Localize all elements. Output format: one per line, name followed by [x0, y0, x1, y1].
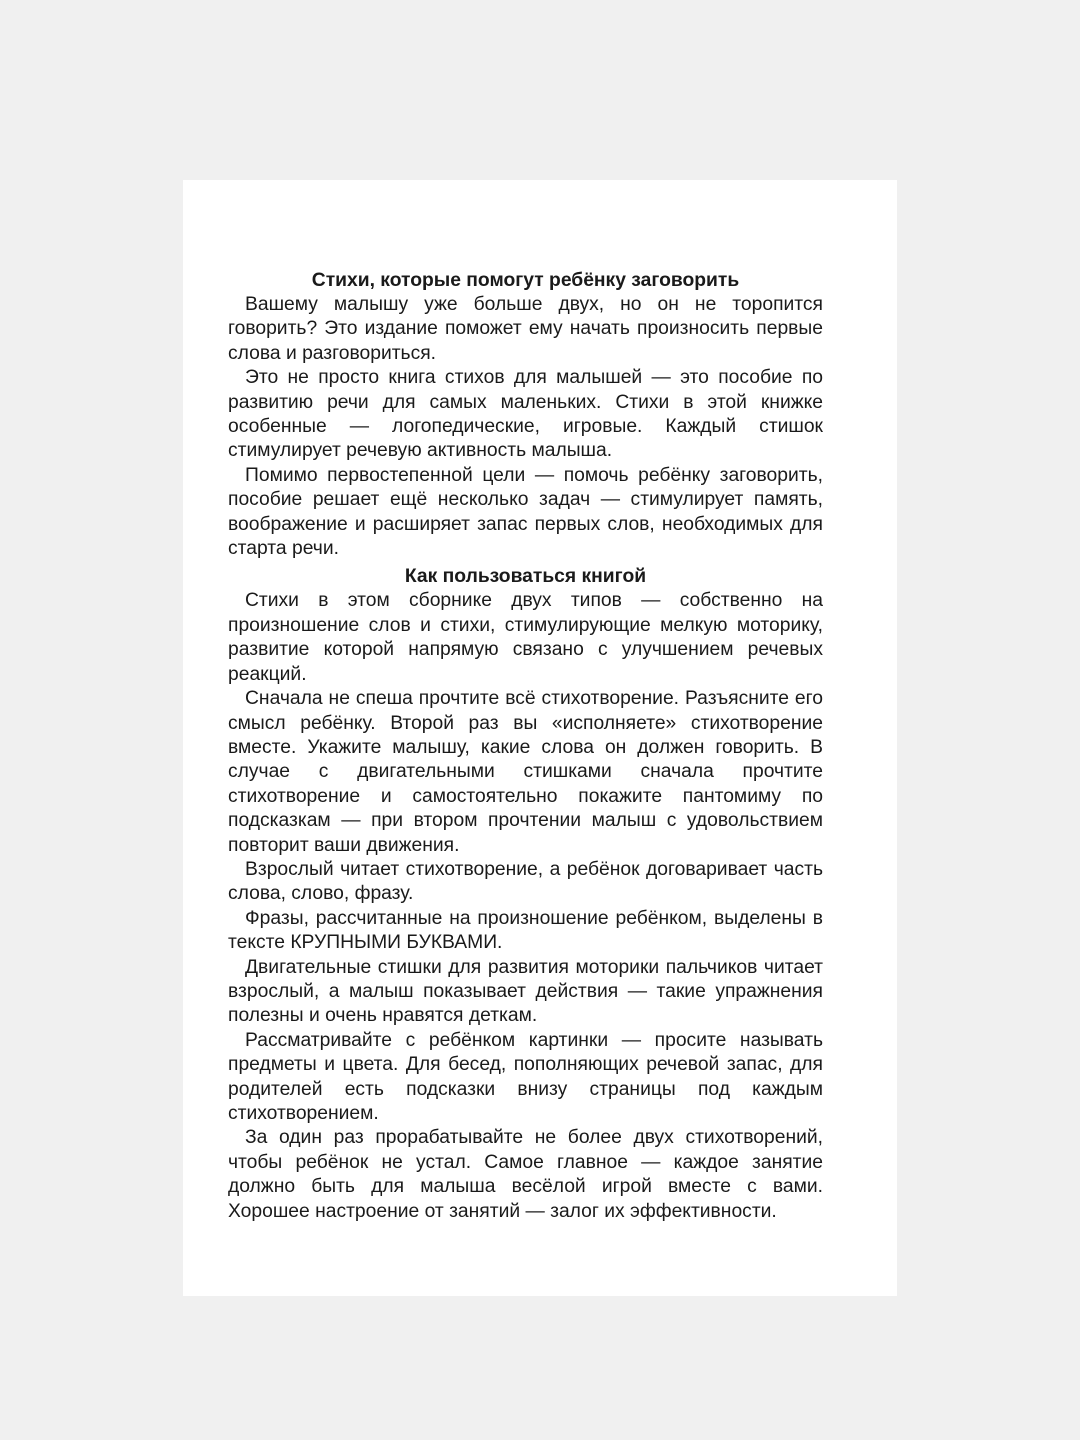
paragraph: Это не просто книга стихов для малышей — это пособие по развитию речи для самых маленьких. Стихи в этой книжке особенные — логопедические, игровые. Каждый стишок стимулирует речевую активность малыша.	[228, 367, 823, 462]
page-content	[228, 268, 823, 1224]
book-page	[183, 180, 897, 1296]
paragraph: Фразы, рассчитанные на произношение ребёнком, выделены в тексте КРУПНЫМИ БУКВАМИ.	[228, 907, 823, 954]
paragraph: Вашему малышу уже больше двух, но он не торопится говорить? Это издание поможет ему начать произносить первые слова и разговориться.	[228, 294, 823, 364]
section-heading: Как пользоваться книгой	[404, 566, 647, 588]
paragraph: Стихи в этом сборнике двух типов — собственно на произношение слов и стихи, стимулирующие мелкую моторику, развитие которой напрямую связано с улучшением речевых реакций.	[228, 590, 823, 685]
paragraph: Двигательные стишки для развития моторики пальчиков читает взрослый, а малыш показывает действия — такие упражнения полезны и очень нравятся деткам.	[228, 956, 823, 1027]
paragraph: Взрослый читает стихотворение, а ребёнок договаривает часть слова, слово, фразу.	[228, 858, 823, 905]
paragraph: Сначала не спеша прочтите всё стихотворение. Разъясните его смысл ребёнку. Второй раз вы «исполняете» стихотворение вместе. Укажите малышу, какие слова он должен говорить. В случае с двигательными стишками сначала прочтите стихотворение и самостоятельно покажите пантомиму по подсказкам — при втором прочтении малыш с удовольствием повторит ваши движения.	[228, 688, 823, 856]
paragraph: Рассматривайте с ребёнком картинки — просите называть предметы и цвета. Для бесед, пополняющих речевой запас, для родителей есть подсказки внизу страницы под каждым стихотворением.	[228, 1029, 823, 1124]
paragraph: Помимо первостепенной цели — помочь ребёнку заговорить, пособие решает ещё несколько задач — стимулирует память, воображение и расширяет запас первых слов, необходимых для старта речи.	[228, 464, 823, 560]
section-heading: Стихи, которые помогут ребёнку заговорить	[311, 270, 740, 291]
paragraph: За один раз прорабатывайте не более двух стихотворений, чтобы ребёнок не устал. Самое главное — каждое занятие должно быть для малыша весёлой игрой вместе с вами. Хорошее настроение от занятий — залог их эффективности.	[228, 1127, 823, 1222]
